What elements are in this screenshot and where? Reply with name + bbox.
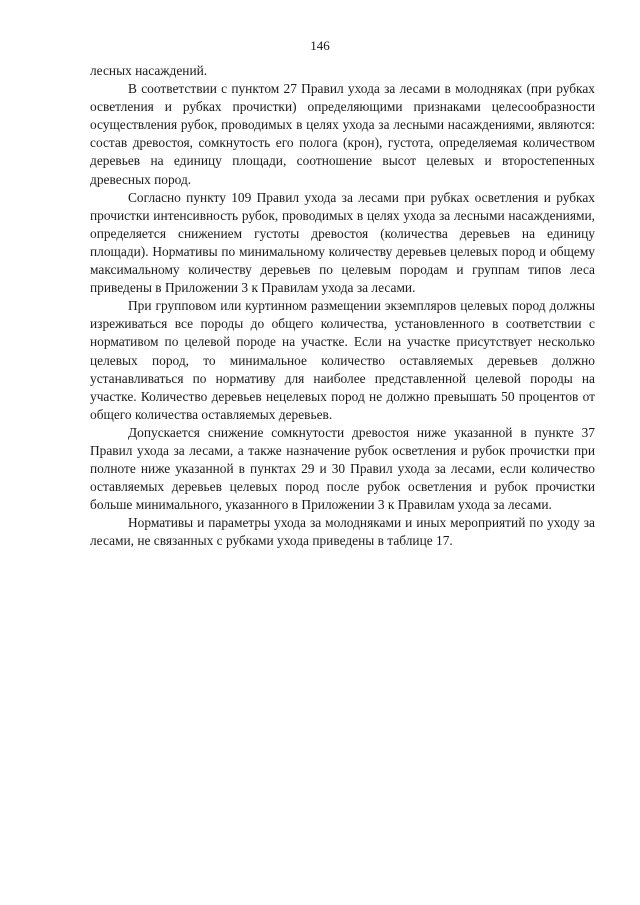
paragraph-continuation: лесных насаждений. <box>90 63 208 78</box>
paragraph-density-reduction: Допускается снижение сомкнутости древостоя ниже указанной в пункте 37 Правил ухода за лесами, а также назначение рубок осветления и рубок прочистки при полноте ниже указанной в пунктах 29 и 30 Правил ухода за лесами, если количество оставляемых деревьев целевых пород после рубок осветления и рубок прочистки больше минимального, указанного в Приложении 3 к Правилам ухода за лесами. <box>90 424 595 513</box>
paragraph-rule-27: В соответствии с пунктом 27 Правил ухода за лесами в молодняках (при рубках осветления и рубках прочистки) определяющими признаками целесообразности осуществления рубок, проводимых в целях ухода за лесными насаждениями, являются: состав древостоя, сомкнутость его полога (крон), густота, определяемая количеством деревьев на единицу площади, соотношение высот целевых и второстепенных древесных пород. <box>90 81 595 187</box>
page-number: 146 <box>310 38 330 53</box>
paragraph-table-reference: Нормативы и параметры ухода за молодняками и иных мероприятий по уходу за лесами, не связанных с рубками ухода приведены в таблице 17. <box>90 515 595 549</box>
paragraph-group-placement: При групповом или куртинном размещении экземпляров целевых пород должны изреживаться все породы до общего количества, установленного в соответствии с нормативом по целевой породе на участке. Если на участке присутствует несколько целевых пород, то минимальное количество оставляемых деревьев должно устанавливаться по нормативу для наиболее представленной целевой породы на участке. Количество деревьев нецелевых пород не должно превышать 50 процентов от общего количества оставляемых деревьев. <box>90 298 595 422</box>
document-body <box>90 62 595 551</box>
paragraph-rule-109: Согласно пункту 109 Правил ухода за лесами при рубках осветления и рубках прочистки интенсивность рубок, проводимых в целях ухода за лесными насаждениями, определяется снижением густоты древостоя (количества деревьев на единицу площади). Нормативы по минимальному количеству деревьев целевых пород и общему максимальному количеству деревьев по целевым породам и группам типов леса приведены в Приложении 3 к Правилам ухода за лесами. <box>90 189 595 296</box>
